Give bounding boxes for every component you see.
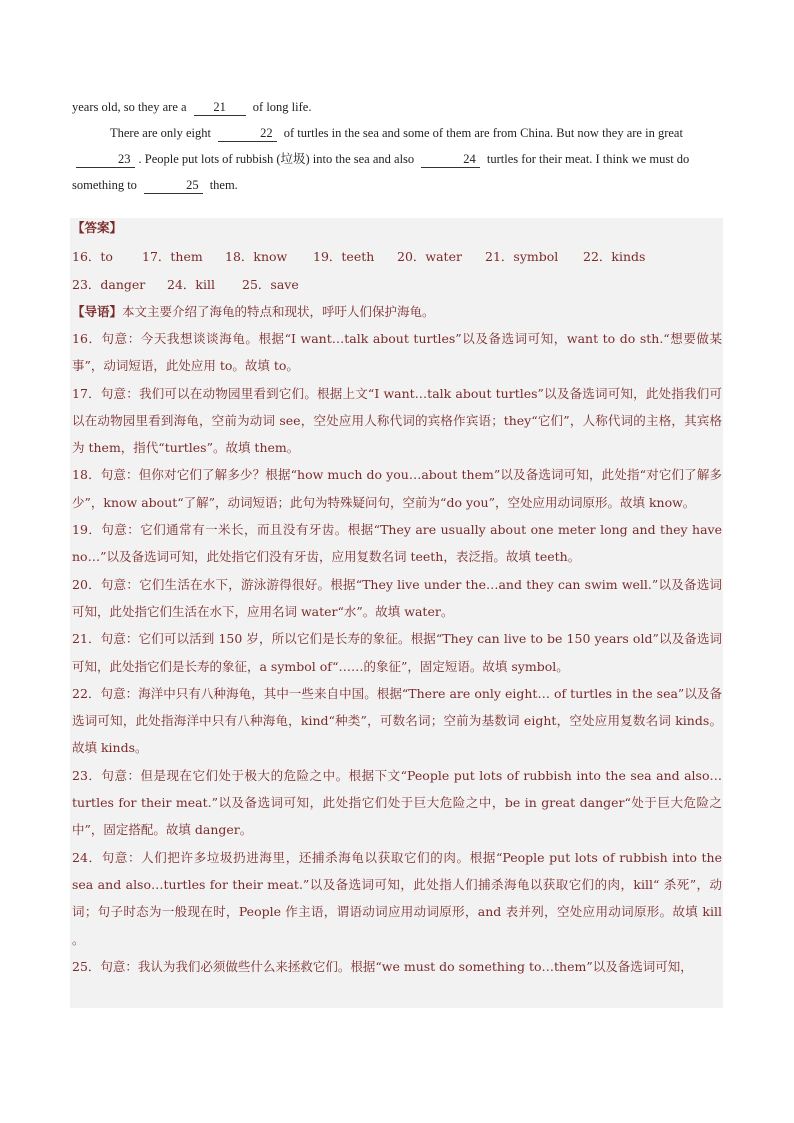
answer-item: 18．know	[225, 249, 288, 264]
blank-25: 25	[144, 177, 203, 194]
passage-text: There are only eight	[110, 126, 211, 140]
answer-item: 25．save	[242, 277, 299, 292]
explanation-21: 21．句意：它们可以活到 150 岁，所以它们是长寿的象征。根据“They can live to be 150 years old”以及备选词可知，此处指它们是长寿的象征，a symbol of“……的象征”，固定短语。故填 symbol。	[72, 631, 722, 674]
blank-22: 22	[218, 125, 277, 142]
blank-23: 23	[76, 151, 135, 168]
passage-paragraph-2	[72, 120, 722, 198]
explanation-20: 20．句意：它们生活在水下，游泳游得很好。根据“They live under the…and they can swim well.”以及备选词可知，此处指它们生活在水下，应用名词 water“水”。故填 water。	[72, 576, 722, 619]
answer-item: 23．danger	[72, 277, 146, 292]
answer-item: 16．to	[72, 249, 113, 264]
answer-item: 19．teeth	[313, 249, 375, 264]
explanation-18: 18．句意：但你对它们了解多少？根据“how much do you…about them”以及备选词可知，此处指“对它们了解多少”，know about“了解”，动词短语；此句为特殊疑问句，空前为“do you”，空处应用动词原形。故填 know。	[72, 467, 722, 510]
passage-text: them.	[209, 178, 238, 192]
answer-item: 20．water	[397, 249, 462, 264]
answer-item: 22．kinds	[583, 249, 646, 264]
explanation-23: 23．句意：但是现在它们处于极大的危险之中。根据下文“People put lots of rubbish into the sea and also…turtles for their meat.”以及备选词可知，此处指它们处于巨大危险之中，be in great danger“处于巨大危险之中”，固定搭配。故填 danger。	[72, 767, 722, 838]
passage	[72, 94, 722, 198]
answer-row-2	[72, 275, 722, 293]
explanation-22: 22．句意：海洋中只有八种海龟，其中一些来自中国。根据“There are only eight… of turtles in the sea”以及备选词可知，此处指海洋中只有八种海龟，kind“种类”，可数名词；空前为基数词 eight，空处应用复数名词 kinds。故填 kinds。	[72, 685, 722, 756]
explanation-16: 16．句意：今天我想谈谈海龟。根据“I want…talk about turtles”以及备选词可知，want to do sth.“想要做某事”，动词短语，此处应用 to。故填 to。	[72, 331, 722, 374]
blank-24: 24	[421, 151, 480, 168]
guide-text: 本文主要介绍了海龟的特点和现状，呼吁人们保护海龟。	[122, 304, 435, 319]
answer-item: 24．kill	[167, 277, 215, 292]
passage-text: turtles for their meat. I think we must do something to	[72, 152, 690, 192]
blank-21: 21	[194, 99, 246, 116]
passage-text: of long life.	[252, 100, 312, 114]
explanation-19: 19．句意：它们通常有一米长，而且没有牙齿。根据“They are usually about one meter long and they have no…”以及备选词可知，此处指它们没有牙齿，应用复数名词 teeth，表泛指。故填 teeth。	[72, 522, 722, 565]
answer-item: 21．symbol	[485, 249, 559, 264]
answer-section	[70, 218, 723, 1008]
guide-line	[72, 302, 722, 320]
passage-text: . People put lots of rubbish (垃圾) into the sea and also	[138, 152, 415, 166]
explanations	[72, 325, 722, 980]
explanation-24: 24．句意：人们把许多垃圾扔进海里，还捕杀海龟以获取它们的肉。根据“People put lots of rubbish into the sea and also…turtles for their meat.”以及备选词可知，此处指人们捕杀海龟以获取它们的肉，kill“ 杀死”，动词；句子时态为一般现在时，People 作主语，谓语动词应用动词原形，and 表并列，空处应用动词原形。故填 kill 。	[72, 849, 722, 947]
guide-label: 【导语】	[72, 304, 123, 319]
answer-row-1	[72, 247, 722, 265]
passage-line-1	[72, 94, 722, 120]
answer-item: 17．them	[142, 249, 203, 264]
explanation-25: 25．句意：我认为我们必须做些什么来拯救它们。根据“we must do something to…them”以及备选词可知，	[72, 958, 693, 974]
explanation-17: 17．句意：我们可以在动物园里看到它们。根据上文“I want…talk about turtles”以及备选词可知，此处指我们可以在动物园里看到海龟，空前为动词 see，空处应用人称代词的宾格作宾语；they“它们”，人称代词的主格，其宾格为 them，指代“turtles”。故填 them。	[72, 385, 722, 456]
passage-text: years old, so they are a	[72, 100, 187, 114]
passage-text: of turtles in the sea and some of them are from China. But now they are in great	[283, 126, 683, 140]
answer-header: 【答案】	[72, 220, 123, 235]
